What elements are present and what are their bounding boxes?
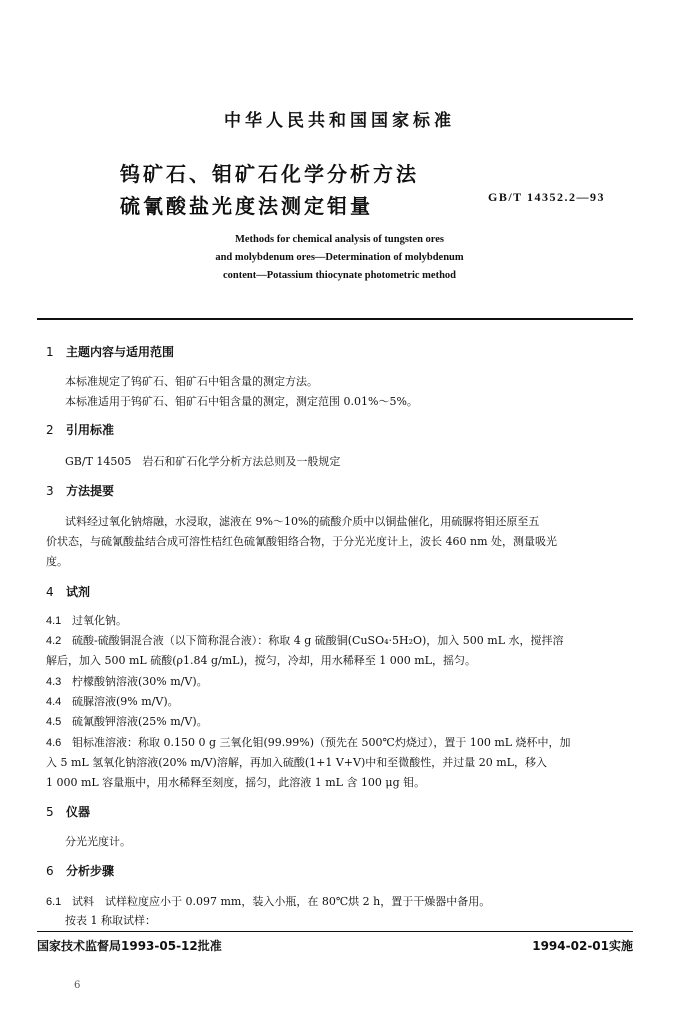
english-title-line2: and molybdenum ores—Determination of molybdenum [215, 252, 464, 263]
top-divider [37, 318, 633, 320]
paragraph: 度。 [46, 555, 68, 568]
paragraph: 分光光度计。 [65, 835, 131, 848]
section-heading: 6 分析步骤 [46, 864, 115, 878]
english-title-line3: content—Potassium thiocynate photometric method [222, 270, 456, 281]
standard-code: GB/T 14352.2—93 [488, 190, 605, 204]
list-item: 6.1 试料 试样粒度应小于 0.097 mm，装入小瓶，在 80℃烘 2 h，置于干燥器中备用。 [46, 895, 491, 908]
paragraph: 试料经过氧化钠熔融，水浸取，滤液在 9%～10%的硫酸介质中以铜盐催化，用硫脲将钼还原至五 [65, 515, 540, 528]
list-item-continuation: 入 5 mL 氢氧化钠溶液(20% m/V)溶解，再加入硫酸(1+1 V+V)中和至微酸性，并过量 20 mL，移入 [46, 756, 547, 769]
list-item-continuation: 按表 1 称取试样： [65, 914, 156, 927]
list-item: 4.4 硫脲溶液(9% m/V)。 [46, 695, 179, 708]
list-item: 4.3 柠檬酸钠溶液(30% m/V)。 [46, 675, 208, 688]
standard-type-heading: 中华人民共和国国家标准 [224, 111, 455, 131]
list-item: 4.6 钼标准溶液：称取 0.150 0 g 三氧化钼(99.99%)（预先在 500℃灼烧过），置于 100 mL 烧杯中，加 [46, 736, 571, 749]
section-heading: 5 仪器 [46, 805, 91, 819]
bottom-divider [37, 931, 633, 932]
list-item: 4.1 过氧化钠。 [46, 614, 127, 627]
list-item-continuation: 1 000 mL 容量瓶中，用水稀释至刻度，摇匀，此溶液 1 mL 含 100 μg 钼。 [46, 776, 426, 789]
implementation-date: 1994-02-01实施 [532, 939, 633, 953]
section-heading: 4 试剂 [46, 585, 91, 599]
list-item-continuation: 解后，加入 500 mL 硫酸(ρ1.84 g/mL)，搅匀，冷却，用水稀释至 1 000 mL，摇匀。 [46, 654, 476, 667]
approval-date: 国家技术监督局1993-05-12批准 [37, 939, 222, 953]
section-heading: 3 方法提要 [46, 484, 115, 498]
section-heading: 1 主题内容与适用范围 [46, 345, 175, 359]
paragraph: 本标准适用于钨矿石、钼矿石中钼含量的测定，测定范围 0.01%～5%。 [65, 395, 418, 408]
list-item: 4.2 硫酸-硫酸铜混合液（以下简称混合液）：称取 4 g 硫酸铜(CuSO₄·5H₂O)，加入 500 mL 水，搅拌溶 [46, 634, 564, 647]
chinese-title-line2: 硫氰酸盐光度法测定钼量 [120, 194, 373, 218]
paragraph: 价状态，与硫氰酸盐结合成可溶性桔红色硫氰酸钼络合物，于分光光度计上，波长 460 nm 处，测量吸光 [46, 535, 557, 548]
paragraph: 本标准规定了钨矿石、钼矿石中钼含量的测定方法。 [65, 375, 318, 388]
section-heading: 2 引用标准 [46, 423, 115, 437]
chinese-title-line1: 钨矿石、钼矿石化学分析方法 [120, 162, 419, 186]
english-title-line1: Methods for chemical analysis of tungsten ores [234, 234, 445, 245]
list-item: 4.5 硫氰酸钾溶液(25% m/V)。 [46, 715, 208, 728]
paragraph: GB/T 14505 岩石和矿石化学分析方法总则及一般规定 [65, 455, 341, 468]
page-number: 6 [74, 980, 81, 991]
